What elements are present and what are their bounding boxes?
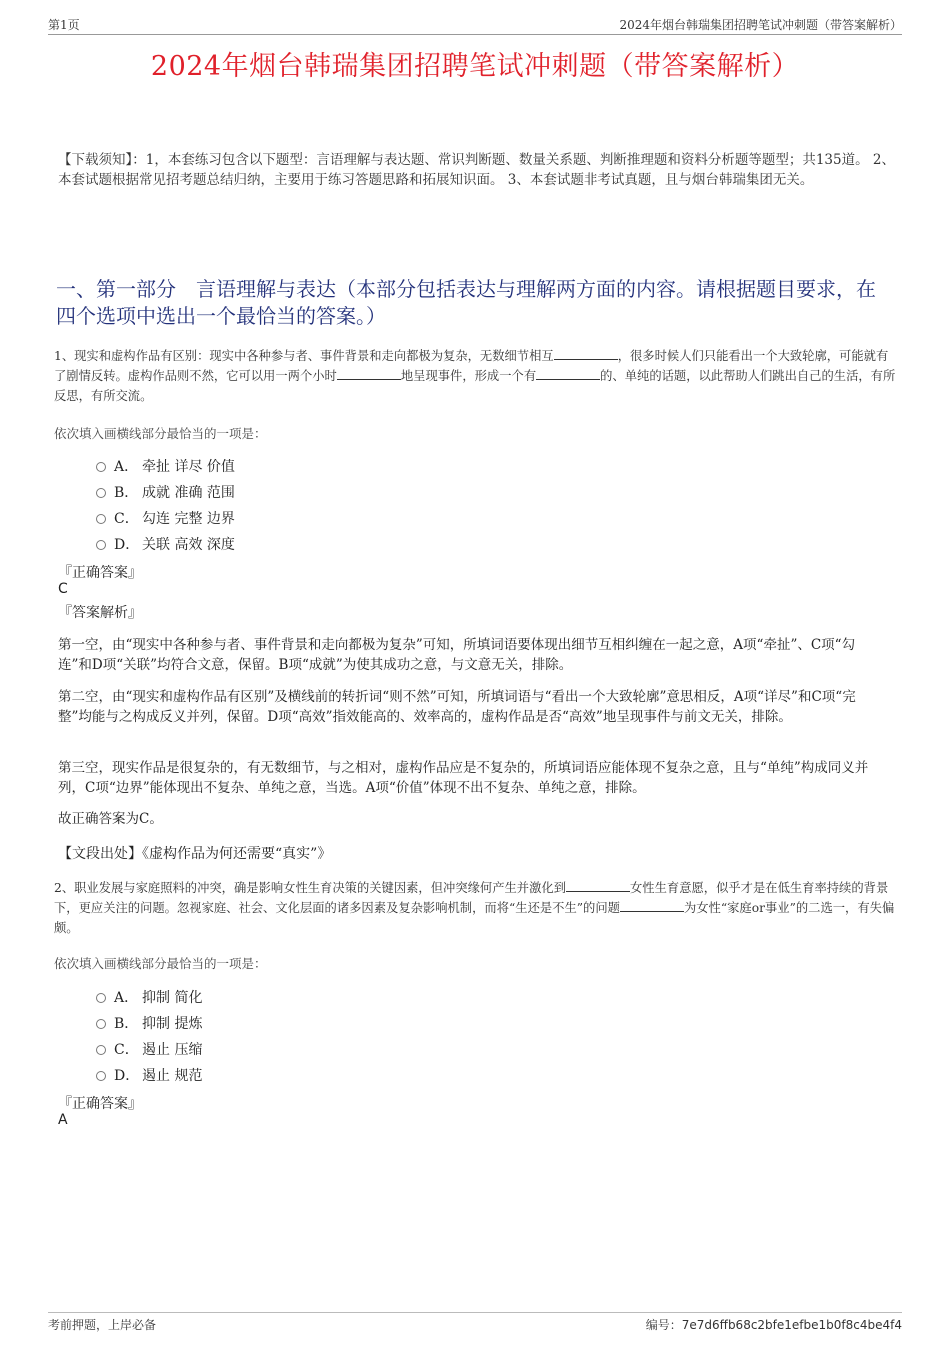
- page-number: 第1页: [48, 18, 80, 32]
- page-header: [48, 16, 902, 35]
- question-2-stem: [54, 878, 898, 938]
- q2-text-2: 女性生育意愿，似乎才是在低生育率持续的背景下，更应关注的问题。忽视家庭、社会、文化层面的诸多因素及复杂影响机制，而将“生还是不生”的问题: [54, 881, 889, 915]
- q2-answer-label: 『正确答案』: [58, 1096, 142, 1112]
- radio-icon[interactable]: [96, 514, 106, 524]
- q2-option-b[interactable]: B． 抑制 提炼: [96, 1013, 202, 1033]
- q1-blank-2: [337, 367, 401, 380]
- radio-icon[interactable]: [96, 1045, 106, 1055]
- q1-source: 【文段出处】《虚构作品为何还需要“真实”》: [58, 846, 332, 862]
- radio-icon[interactable]: [96, 1071, 106, 1081]
- q2-text-3: 为女性“家庭or事业”的二选一，有失偏颇。: [54, 901, 895, 935]
- q1-blank-3: [536, 367, 600, 380]
- q2-instruction: 依次填入画横线部分最恰当的一项是：: [54, 956, 267, 971]
- q1-analysis-label: 『答案解析』: [58, 605, 142, 621]
- footer-slogan: 考前押题，上岸必备: [48, 1318, 157, 1332]
- radio-icon[interactable]: [96, 540, 106, 550]
- q1-text-3: 地呈现事件，形成一个有: [400, 369, 537, 383]
- q1-text-4: 的、单纯的话题，以此帮助人们跳出自己的生活，有所反思，有所交流。: [54, 369, 896, 403]
- q2-blank-2: [620, 899, 684, 912]
- radio-icon[interactable]: [96, 1019, 106, 1029]
- q1-analysis-conclusion: 故正确答案为C。: [58, 811, 163, 827]
- section-title: 一、第一部分 言语理解与表达（本部分包括表达与理解两方面的内容。请根据题目要求，在四个选项中选出一个最恰当的答案。）: [56, 277, 876, 328]
- q1-answer-label: 『正确答案』: [58, 565, 142, 581]
- q1-option-a[interactable]: A． 牵扯 详尽 价值: [96, 456, 235, 476]
- radio-icon[interactable]: [96, 462, 106, 472]
- page-footer: [48, 1312, 902, 1333]
- q2-blank-1: [566, 879, 630, 892]
- q2-option-d[interactable]: D． 遏止 规范: [96, 1065, 202, 1085]
- document-title: 2024年烟台韩瑞集团招聘笔试冲刺题（带答案解析）: [150, 51, 800, 82]
- q1-blank-1: [554, 347, 618, 360]
- q1-analysis-1: 第一空，由“现实中各种参与者、事件背景和走向都极为复杂”可知，所填词语要体现出细节互相纠缠在一起之意，A项“牵扯”、C项“勾连”和D项“关联”均符合文意，保留。B项“成就”为使其成功之意，与文意无关，排除。: [58, 637, 856, 673]
- header-doc-title: 2024年烟台韩瑞集团招聘笔试冲刺题（带答案解析）: [619, 18, 902, 32]
- q2-option-c[interactable]: C． 遏止 压缩: [96, 1039, 202, 1059]
- radio-icon[interactable]: [96, 488, 106, 498]
- q1-option-d[interactable]: D． 关联 高效 深度: [96, 534, 235, 554]
- q1-analysis-2: 第二空，由“现实和虚构作品有区别”及横线前的转折词“则不然”可知，所填词语与“看出一个大致轮廓”意思相反，A项“详尽”和C项“完整”均能与之构成反义并列，保留。D项“高效”指效能高的、效率高的，虚构作品是否“高效”地呈现事件与前文无关，排除。: [58, 689, 856, 725]
- q2-text-1: 2、职业发展与家庭照料的冲突，确是影响女性生育决策的关键因素，但冲突缘何产生并激化到: [54, 881, 566, 895]
- q1-text-2: ，很多时候人们只能看出一个大致轮廓，可能就有了剧情反转。虚构作品则不然，它可以用一两个小时: [54, 349, 889, 383]
- q2-answer: A: [58, 1112, 68, 1128]
- q1-option-b[interactable]: B． 成就 准确 范围: [96, 482, 235, 502]
- q1-analysis-3: 第三空，现实作品是很复杂的，有无数细节，与之相对，虚构作品应是不复杂的，所填词语应能体现不复杂之意，且与“单纯”构成同义并列，C项“边界”能体现出不复杂、单纯之意，当选。A项“价值”体现不出不复杂、单纯之意，排除。: [58, 760, 869, 796]
- q2-option-a[interactable]: A． 抑制 简化: [96, 987, 202, 1007]
- q1-instruction: 依次填入画横线部分最恰当的一项是：: [54, 426, 267, 441]
- question-1-stem: [54, 346, 898, 406]
- q1-text-1: 1、现实和虚构作品有区别：现实中各种参与者、事件背景和走向都极为复杂，无数细节相互: [54, 349, 554, 363]
- download-notice: 【下载须知】：1，本套练习包含以下题型：言语理解与表达题、常识判断题、数量关系题、判断推理题和资料分析题等题型；共135道。 2、本套试题根据常见招考题总结归纳，主要用于练习答题思路和拓展知识面。 3、本套试题非考试真题，且与烟台韩瑞集团无关。: [58, 152, 895, 188]
- q1-answer: C: [58, 581, 68, 597]
- radio-icon[interactable]: [96, 993, 106, 1003]
- q1-option-c[interactable]: C． 勾连 完整 边界: [96, 508, 235, 528]
- footer-code: 编号：7e7d6ffb68c2bfe1efbe1b0f8c4be4f4: [645, 1318, 902, 1332]
